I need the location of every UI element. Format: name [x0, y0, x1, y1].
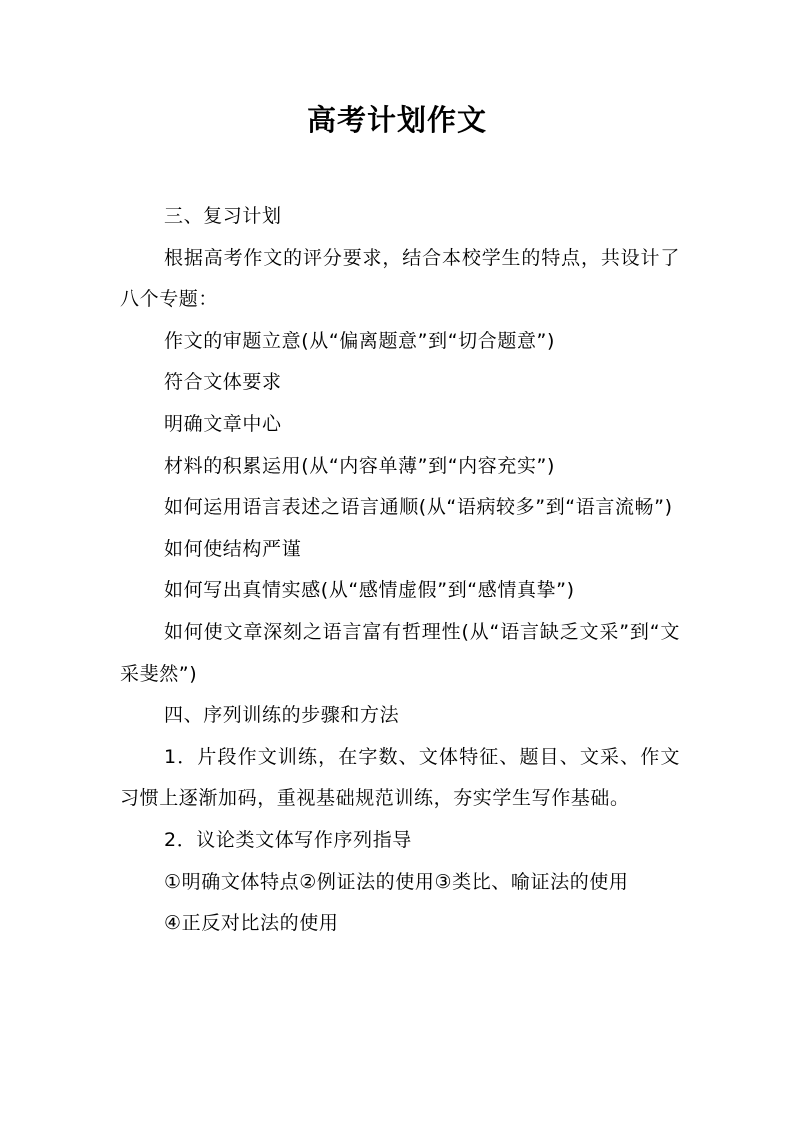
paragraph-intro: 根据高考作文的评分要求，结合本校学生的特点，共设计了八个专题： — [120, 246, 680, 311]
topic-item: 明确文章中心 — [164, 412, 282, 435]
document-title: 高考计划作文 — [306, 103, 487, 137]
section-heading-review-plan: 三、复习计划 — [164, 205, 282, 227]
section-heading-training-steps: 四、序列训练的步骤和方法 — [164, 704, 400, 727]
paragraph-methods-list: ①明确文体特点②例证法的使用③类比、喻证法的使用 — [164, 870, 629, 893]
paragraph-step-2: 2．议论类文体写作序列指导 — [164, 828, 412, 851]
topic-item: 作文的审题立意(从“偏离题意”到“切合题意”) — [164, 329, 555, 352]
paragraph-methods-list-cont: ④正反对比法的使用 — [164, 912, 339, 935]
topic-item: 符合文体要求 — [164, 371, 282, 394]
topic-item: 如何运用语言表述之语言通顺(从“语病较多”到“语言流畅”) — [164, 496, 673, 519]
paragraph-step-1: 1．片段作文训练，在字数、文体特征、题目、文采、作文习惯上逐渐加码，重视基础规范训练，夯实学生写作基础。 — [120, 745, 680, 810]
topic-item: 如何使结构严谨 — [164, 537, 302, 560]
topic-item: 材料的积累运用(从“内容单薄”到“内容充实”) — [164, 454, 555, 477]
document-body — [120, 196, 680, 945]
topic-item: 如何写出真情实感(从“感情虚假”到“感情真挚”) — [164, 579, 575, 602]
topic-item: 如何使文章深刻之语言富有哲理性(从“语言缺乏文采”到“文采斐然”) — [120, 620, 680, 685]
